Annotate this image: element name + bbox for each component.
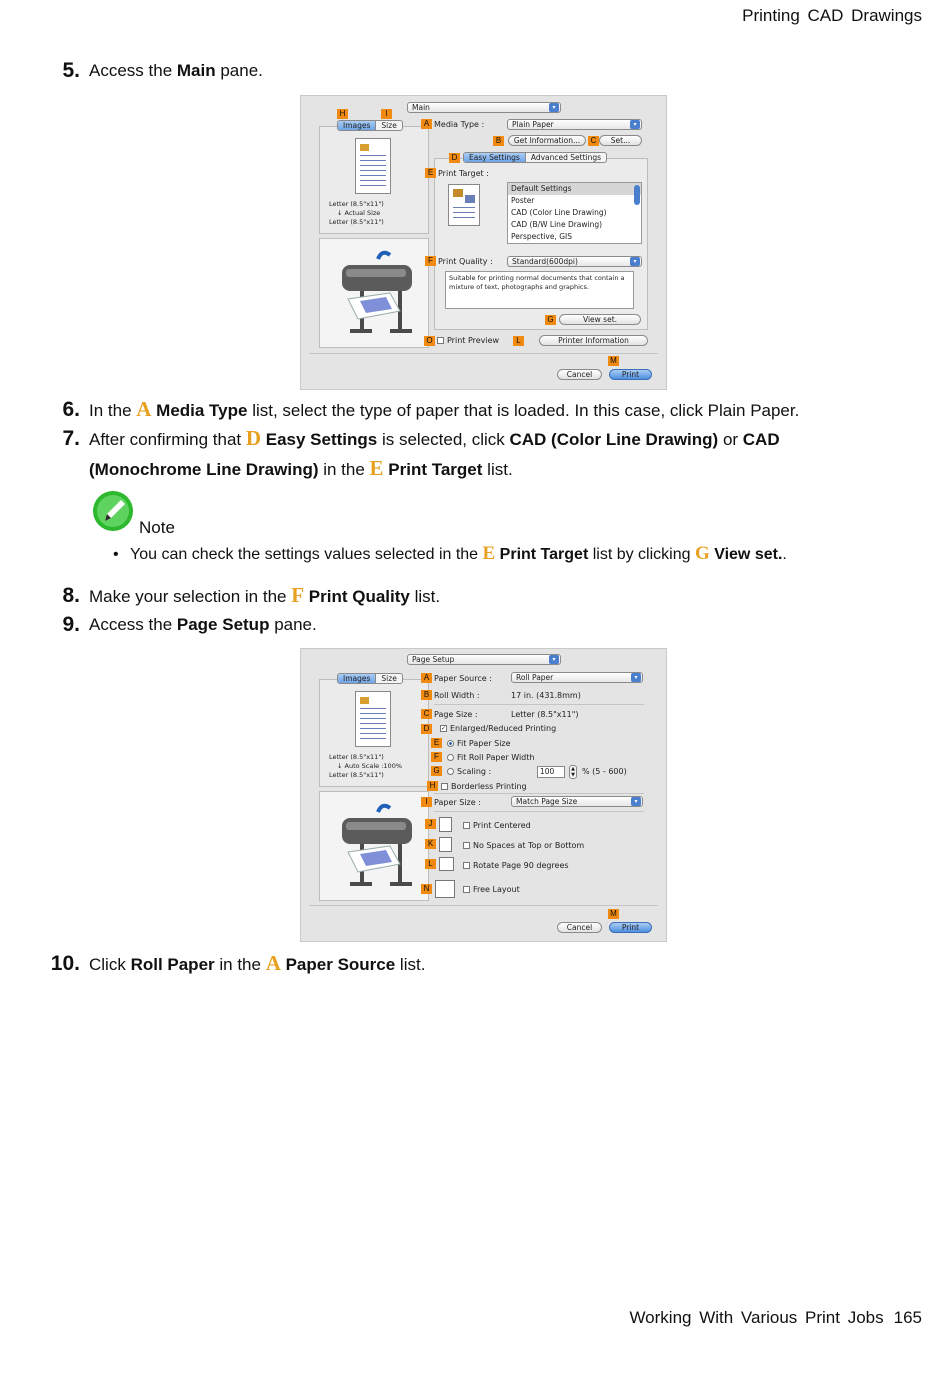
- outline-letter: E: [482, 543, 496, 564]
- marker-a: A: [421, 673, 432, 683]
- note-bold: Print Target: [495, 546, 589, 563]
- letter-info-line: Actual Size: [344, 209, 381, 217]
- checkbox-checked[interactable]: ✓: [441, 725, 447, 732]
- print-quality-value: Standard(600dpi): [512, 257, 578, 266]
- step-text: list.: [482, 460, 513, 479]
- paper-size-label: Paper Size :: [434, 798, 481, 807]
- marker-d: D: [421, 724, 432, 734]
- step-text: pane.: [215, 61, 263, 80]
- printer-image-group: [319, 238, 429, 348]
- divider: [434, 704, 644, 705]
- outline-letter: F: [291, 583, 305, 607]
- list-item[interactable]: Poster: [511, 196, 535, 205]
- chevron-down-icon: ▾: [631, 797, 641, 806]
- print-quality-select[interactable]: [507, 256, 642, 267]
- step-number: 6.: [62, 398, 80, 421]
- note-label: Note: [139, 518, 175, 537]
- marker-e: E: [431, 738, 442, 748]
- step-number: 8.: [62, 584, 80, 607]
- marker-c: C: [588, 136, 599, 146]
- pane-select[interactable]: [407, 654, 561, 665]
- marker-j: J: [425, 819, 436, 829]
- roll-width-label: Roll Width :: [434, 691, 480, 700]
- preview-tabs[interactable]: [337, 120, 403, 131]
- step-text: list.: [395, 955, 426, 974]
- pane-select-value: Page Setup: [412, 655, 455, 664]
- letter-info: [329, 200, 384, 227]
- marker-f: F: [425, 256, 436, 266]
- step-bold: (Monochrome Line Drawing): [89, 460, 319, 479]
- step-8: [48, 581, 908, 611]
- chevron-down-icon: ▾: [630, 120, 640, 129]
- bullet-icon: •: [113, 546, 119, 563]
- enlarged-checkbox[interactable]: [440, 724, 556, 733]
- rotate-page-label: Rotate Page 90 degrees: [473, 861, 569, 870]
- radio[interactable]: [447, 768, 454, 775]
- chevron-down-icon: ▾: [631, 673, 641, 682]
- enlarged-label: Enlarged/Reduced Printing: [450, 724, 557, 733]
- print-quality-label: Print Quality :: [438, 257, 493, 266]
- printer-icon: [320, 239, 430, 349]
- print-target-label: Print Target :: [438, 169, 489, 178]
- step-6: [48, 395, 908, 425]
- free-layout-checkbox[interactable]: [463, 885, 520, 894]
- print-preview-label: Print Preview: [447, 336, 500, 345]
- checkbox[interactable]: [463, 842, 470, 849]
- print-button[interactable]: Print: [609, 369, 652, 380]
- scrollbar-thumb[interactable]: [634, 185, 640, 205]
- page-size-label: Page Size :: [434, 710, 478, 719]
- scaling-label: Scaling :: [457, 767, 492, 776]
- arrow-down-icon: ↓: [337, 209, 345, 217]
- marker-e: E: [425, 168, 436, 178]
- media-type-label: Media Type :: [434, 120, 485, 129]
- cancel-button[interactable]: Cancel: [557, 922, 602, 933]
- fit-paper-size-label: Fit Paper Size: [457, 739, 511, 748]
- marker-i: I: [381, 109, 392, 119]
- list-item[interactable]: Default Settings: [508, 183, 641, 195]
- chevron-down-icon: ▾: [630, 257, 640, 266]
- radio-selected[interactable]: [447, 740, 454, 747]
- printer-icon: [320, 792, 430, 902]
- printer-image-group: [319, 791, 429, 901]
- marker-f: F: [431, 752, 442, 762]
- marker-g: G: [431, 766, 442, 776]
- marker-i: I: [421, 797, 432, 807]
- step-bold: Main: [176, 61, 216, 80]
- step-number: 5.: [62, 59, 80, 82]
- page-thumbnail: [355, 691, 391, 747]
- checkbox[interactable]: [441, 783, 448, 790]
- print-button[interactable]: Print: [609, 922, 652, 933]
- print-centered-icon: [439, 817, 452, 832]
- step-text: in the: [214, 955, 266, 974]
- note-text: .: [782, 546, 787, 563]
- marker-l: L: [425, 859, 436, 869]
- step-bold: Easy Settings: [261, 430, 378, 449]
- fit-roll-width-radio[interactable]: [447, 753, 534, 762]
- marker-l: L: [513, 336, 524, 346]
- marker-b: B: [493, 136, 504, 146]
- marker-a: A: [421, 119, 432, 129]
- outline-letter: G: [694, 543, 710, 564]
- step-bold: Page Setup: [176, 615, 270, 634]
- pane-select-value: Main: [412, 103, 430, 112]
- step-bold: Roll Paper: [130, 955, 215, 974]
- media-type-value: Plain Paper: [512, 120, 554, 129]
- divider: [309, 905, 658, 906]
- outline-letter: A: [136, 397, 152, 421]
- note-icon: [92, 490, 134, 532]
- set-button[interactable]: Set...: [599, 135, 642, 146]
- scaling-range: % (5 - 600): [582, 767, 627, 776]
- preview-tabs[interactable]: [337, 673, 403, 684]
- thumbnail-image-icon: [360, 144, 369, 151]
- note-text: You can check the settings values selected in the: [130, 546, 483, 563]
- divider: [434, 811, 644, 812]
- checkbox[interactable]: [463, 862, 470, 869]
- scaling-input[interactable]: 100: [537, 766, 565, 778]
- checkbox[interactable]: [463, 886, 470, 893]
- print-target-list[interactable]: [507, 182, 642, 244]
- divider: [434, 793, 644, 794]
- letter-info-line: Letter (8.5"x11"): [329, 753, 384, 761]
- no-spaces-icon: [439, 837, 452, 852]
- note-bold: View set.: [709, 546, 783, 563]
- borderless-checkbox[interactable]: [441, 782, 527, 791]
- letter-info-line: Letter (8.5"x11"): [329, 771, 384, 779]
- roll-width-value: 17 in. (431.8mm): [511, 691, 581, 700]
- letter-info-line: Auto Scale :100%: [344, 762, 402, 770]
- step-bold: Media Type: [151, 401, 248, 420]
- tab-size[interactable]: Size: [375, 674, 401, 683]
- media-type-select[interactable]: [507, 119, 642, 130]
- step-9: [48, 610, 908, 639]
- list-item[interactable]: Perspective, GIS: [511, 232, 572, 241]
- outline-letter: A: [265, 951, 281, 975]
- cancel-button[interactable]: Cancel: [557, 369, 602, 380]
- main-pane-screenshot: [300, 95, 667, 390]
- rotate-page-icon: [439, 857, 454, 871]
- marker-h: H: [427, 781, 438, 791]
- paper-size-select[interactable]: [511, 796, 643, 807]
- thumbnail-image-icon: [360, 697, 369, 704]
- view-set-button[interactable]: View set.: [559, 314, 641, 325]
- print-centered-label: Print Centered: [473, 821, 531, 830]
- no-spaces-label: No Spaces at Top or Bottom: [473, 841, 585, 850]
- paper-source-select[interactable]: [511, 672, 643, 683]
- marker-b: B: [421, 690, 432, 700]
- settings-tabs[interactable]: [463, 152, 607, 163]
- step-text: Access the: [89, 615, 177, 634]
- page-number: 165: [893, 1308, 922, 1327]
- tab-advanced-settings[interactable]: Advanced Settings: [525, 153, 606, 162]
- page-setup-pane-screenshot: [300, 648, 667, 942]
- marker-c: C: [421, 709, 432, 719]
- step-text: After confirming that: [89, 430, 246, 449]
- list-item[interactable]: CAD (B/W Line Drawing): [511, 220, 603, 229]
- step-10: [48, 949, 908, 979]
- step-text: in the: [318, 460, 370, 479]
- no-spaces-checkbox[interactable]: [463, 841, 584, 850]
- running-header: Printing CAD Drawings: [742, 6, 922, 25]
- rotate-page-checkbox[interactable]: [463, 861, 569, 870]
- step-number: 7.: [62, 427, 80, 450]
- marker-m: M: [608, 356, 619, 366]
- marker-m: M: [608, 909, 619, 919]
- checkbox[interactable]: [463, 822, 470, 829]
- paper-size-value: Match Page Size: [516, 797, 578, 806]
- page-thumbnail: [355, 138, 391, 194]
- note-item: [113, 543, 787, 566]
- tab-images[interactable]: Images: [338, 121, 375, 130]
- step-text: Click: [89, 955, 131, 974]
- tab-easy-settings[interactable]: Easy Settings: [464, 153, 525, 162]
- tab-size[interactable]: Size: [375, 121, 401, 130]
- fit-roll-width-label: Fit Roll Paper Width: [457, 753, 535, 762]
- note-text: list by clicking: [588, 546, 695, 563]
- list-item[interactable]: CAD (Color Line Drawing): [511, 208, 607, 217]
- step-5: [48, 56, 908, 85]
- marker-g: G: [545, 315, 556, 325]
- print-target-thumbnail: [448, 184, 480, 226]
- printer-information-button[interactable]: Printer Information: [539, 335, 648, 346]
- running-footer: [629, 1308, 922, 1328]
- paper-source-label: Paper Source :: [434, 674, 492, 683]
- step-bold: Print Target: [383, 460, 483, 479]
- paper-source-value: Roll Paper: [516, 673, 554, 682]
- step-bold: Paper Source: [280, 955, 396, 974]
- marker-o: O: [424, 336, 435, 346]
- footer-section: Working With Various Print Jobs: [629, 1308, 884, 1327]
- step-bold: Print Quality: [304, 587, 410, 606]
- arrow-down-icon: ↓: [337, 762, 345, 770]
- letter-info-line: Letter (8.5"x11"): [329, 218, 384, 226]
- step-text: pane.: [269, 615, 317, 634]
- outline-letter: D: [245, 426, 262, 450]
- marker-d: D: [449, 153, 460, 163]
- step-text: or: [718, 430, 743, 449]
- description-box: Suitable for printing normal documents that contain a mixture of text, photographs and graphics.: [445, 271, 634, 309]
- step-text: In the: [89, 401, 137, 420]
- checkbox[interactable]: [437, 337, 444, 344]
- letter-info: [329, 753, 402, 780]
- print-centered-checkbox[interactable]: [463, 821, 531, 830]
- step-text: Make your selection in the: [89, 587, 292, 606]
- step-text: is selected, click: [377, 430, 510, 449]
- chevron-down-icon: ▾: [549, 103, 559, 112]
- step-bold: CAD (Color Line Drawing): [509, 430, 719, 449]
- divider: [309, 353, 658, 354]
- fit-paper-size-radio[interactable]: [447, 739, 511, 748]
- borderless-label: Borderless Printing: [451, 782, 527, 791]
- marker-k: K: [425, 839, 436, 849]
- pane-select[interactable]: [407, 102, 561, 113]
- marker-h: H: [337, 109, 348, 119]
- step-number: 10.: [50, 952, 80, 975]
- marker-n: N: [421, 884, 432, 894]
- letter-info-line: Letter (8.5"x11"): [329, 200, 384, 208]
- free-layout-icon: [435, 880, 455, 898]
- print-preview-checkbox[interactable]: [437, 336, 499, 345]
- outline-letter: E: [369, 456, 384, 480]
- step-number: 9.: [62, 613, 80, 636]
- tab-images[interactable]: Images: [338, 674, 375, 683]
- step-bold: CAD: [742, 430, 780, 449]
- scaling-radio[interactable]: [447, 767, 491, 776]
- step-7: [48, 424, 908, 484]
- step-text: Access the: [89, 61, 177, 80]
- scaling-stepper[interactable]: ▲ ▼: [569, 765, 577, 779]
- step-text: list.: [409, 587, 441, 606]
- radio[interactable]: [447, 754, 454, 761]
- get-information-button[interactable]: Get Information...: [508, 135, 586, 146]
- chevron-down-icon: ▾: [549, 655, 559, 664]
- page-size-value: Letter (8.5"x11"): [511, 710, 579, 719]
- step-text: list, select the type of paper that is loaded. In this case, click Plain Paper.: [247, 401, 800, 420]
- free-layout-label: Free Layout: [473, 885, 520, 894]
